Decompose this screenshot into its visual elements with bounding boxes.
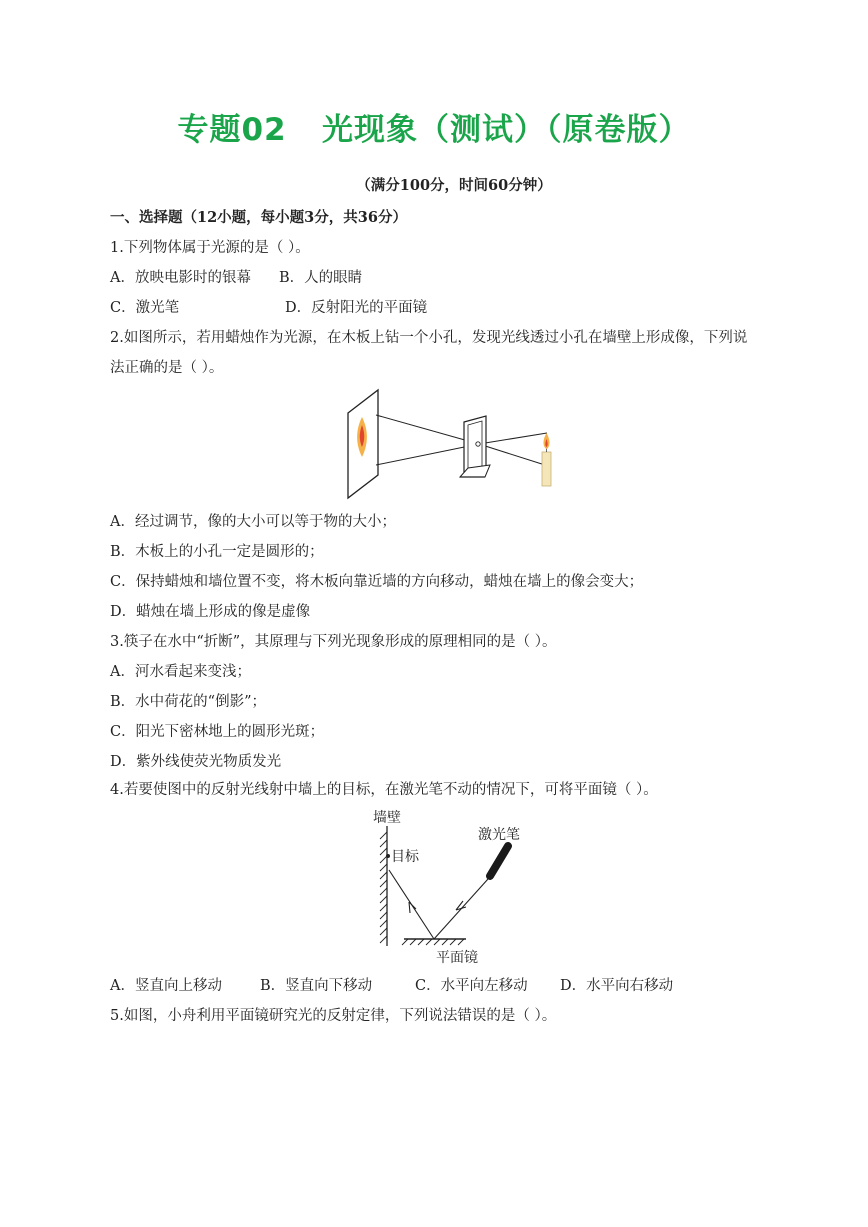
option-2c[interactable]: C．保持蜡烛和墙位置不变，将木板向靠近墙的方向移动，蜡烛在墙上的像会变大； <box>110 574 644 590</box>
wall-hatching <box>380 832 387 943</box>
option-4d[interactable]: D．水平向右移动 <box>560 978 674 994</box>
option-3d[interactable]: D．紫外线使荧光物质发光 <box>110 754 282 770</box>
wall-label: 墙壁 <box>373 810 401 826</box>
question-2-stem-line2: 法正确的是（ ）。 <box>110 360 224 376</box>
option-3a[interactable]: A．河水看起来变浅； <box>110 664 251 680</box>
option-1d[interactable]: D．反射阳光的平面镜 <box>285 300 428 316</box>
option-4c[interactable]: C．水平向左移动 <box>415 978 528 994</box>
section-heading: 一、选择题（12小题，每小题3分，共36分） <box>110 209 407 226</box>
pinhole-figure <box>340 385 555 503</box>
ray-bottom-right <box>479 444 545 465</box>
target-dot <box>386 854 390 858</box>
laser-pen-icon <box>490 846 508 876</box>
option-4a[interactable]: A．竖直向上移动 <box>110 978 222 994</box>
ray-top-right <box>479 433 547 444</box>
option-4b[interactable]: B．竖直向下移动 <box>260 978 373 994</box>
mirror-hatching <box>402 939 464 945</box>
target-label: 目标 <box>391 849 419 865</box>
laser-label: 激光笔 <box>478 827 520 843</box>
option-3b[interactable]: B．水中荷花的“倒影”； <box>110 694 266 710</box>
option-3c[interactable]: C．阳光下密林地上的圆形光斑； <box>110 724 325 740</box>
laser-reflection-figure <box>360 806 540 968</box>
exam-info: （满分100分，时间60分钟） <box>356 177 552 194</box>
question-2-stem-line1: 2.如图所示，若用蜡烛作为光源，在木板上钻一个小孔，发现光线透过小孔在墙壁上形成像，下列说 <box>110 330 748 346</box>
question-1-options-row2 <box>110 298 427 318</box>
option-1a[interactable]: A．放映电影时的银幕 <box>110 270 251 286</box>
option-1b[interactable]: B．人的眼睛 <box>278 270 363 286</box>
option-1c[interactable]: C．激光笔 <box>110 300 180 316</box>
pinhole <box>476 442 480 446</box>
page-title: 专题02 光现象（测试）（原卷版） <box>177 112 691 148</box>
option-2d[interactable]: D．蜡烛在墙上形成的像是虚像 <box>110 604 311 620</box>
question-1-options-row1 <box>110 268 362 288</box>
option-2a[interactable]: A．经过调节，像的大小可以等于物的大小； <box>110 514 396 530</box>
question-3-stem: 3.筷子在水中“折断”，其原理与下列光现象形成的原理相同的是（ ）。 <box>110 634 557 650</box>
candle-icon <box>542 452 551 486</box>
question-4-options <box>110 976 673 996</box>
question-4-stem: 4.若要使图中的反射光线射中墙上的目标，在激光笔不动的情况下，可将平面镜（ ）。 <box>110 782 658 798</box>
question-1-stem: 1.下列物体属于光源的是（ ）。 <box>110 240 310 256</box>
option-2b[interactable]: B．木板上的小孔一定是圆形的； <box>110 544 324 560</box>
mirror-label: 平面镜 <box>436 950 478 966</box>
question-5-stem: 5.如图，小舟利用平面镜研究光的反射定律，下列说法错误的是（ ）。 <box>110 1008 557 1024</box>
